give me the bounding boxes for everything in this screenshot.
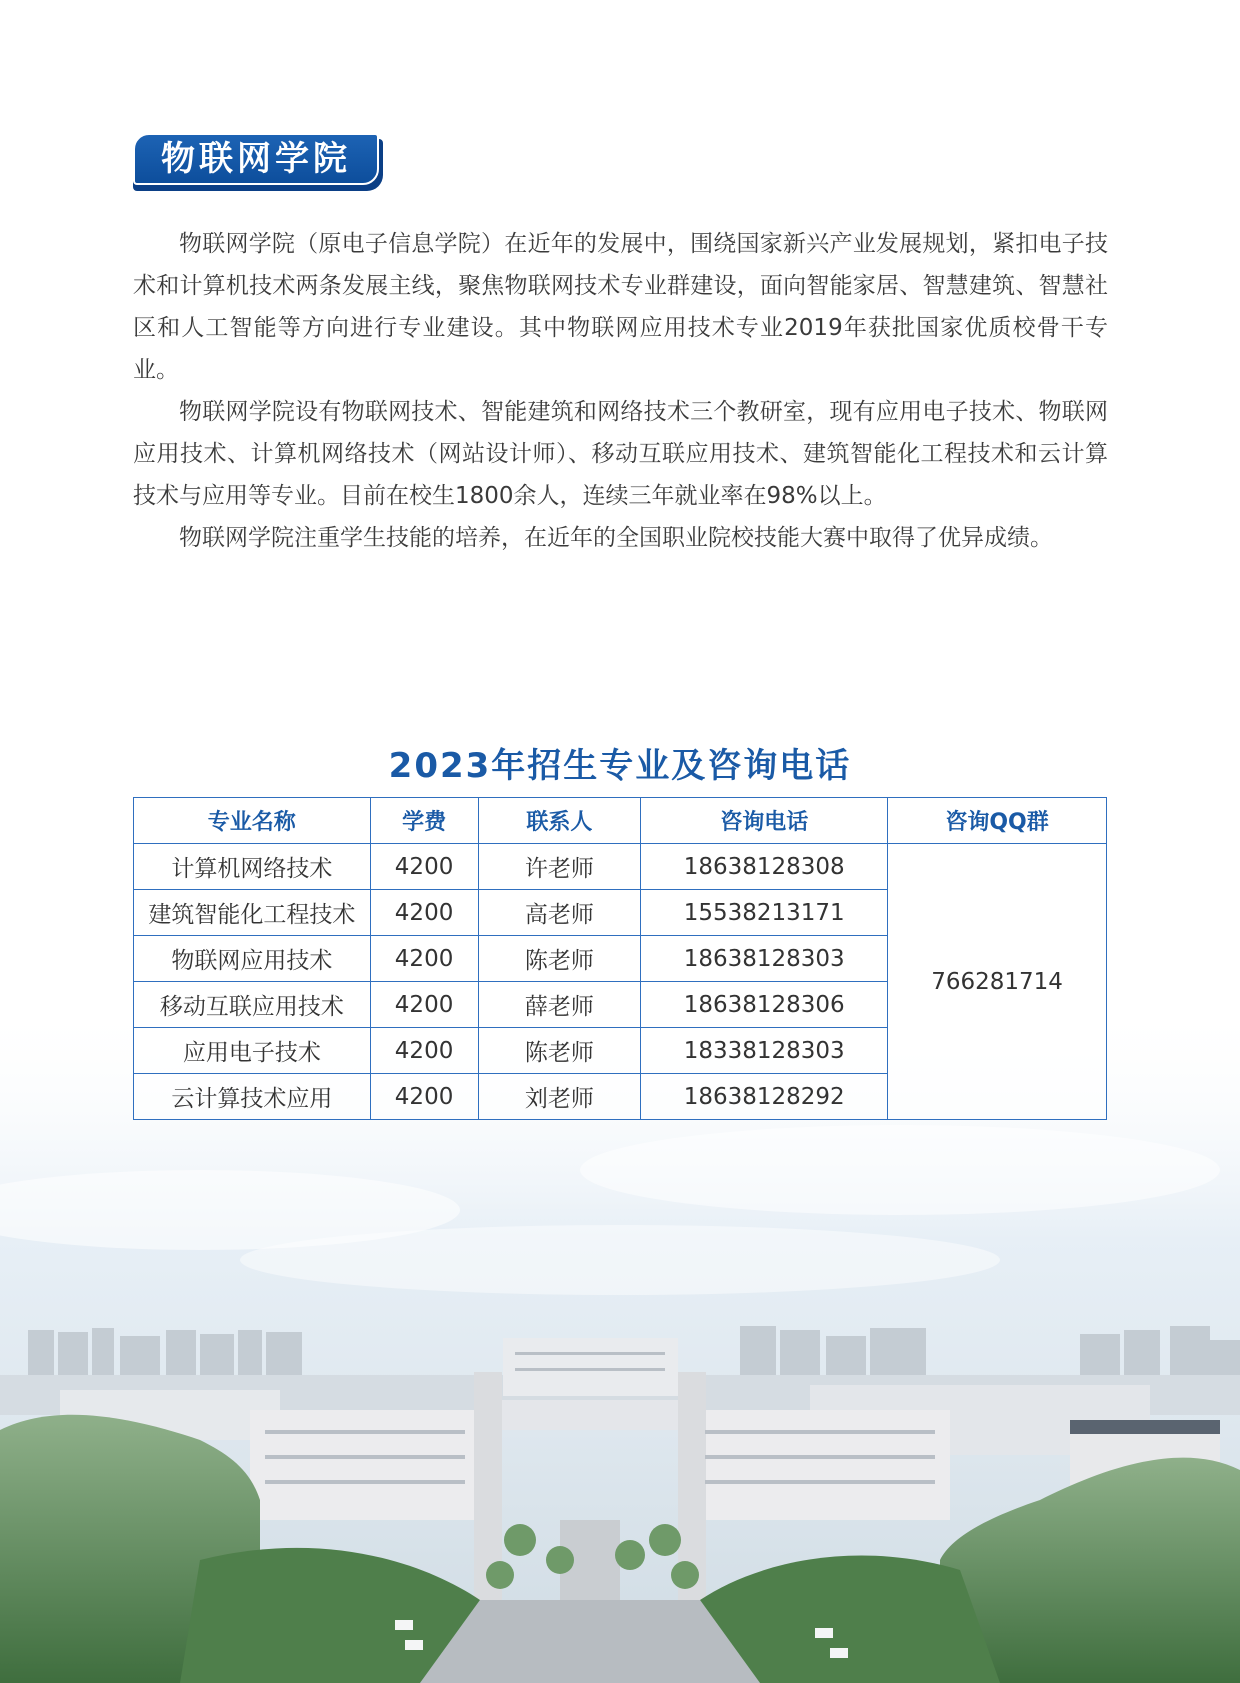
intro-paragraph: 物联网学院注重学生技能的培养，在近年的全国职业院校技能大赛中取得了优异成绩。: [179, 525, 1053, 551]
majors-table: [133, 797, 1107, 1120]
header-contact: 联系人: [478, 798, 641, 844]
contact-cell: 陈老师: [478, 1028, 641, 1074]
intro-text: [133, 223, 1108, 559]
table-title: 2023年招生专业及咨询电话: [388, 746, 852, 786]
phone-cell: 18638128308: [641, 844, 888, 890]
phone-cell: 18638128306: [641, 982, 888, 1028]
phone-cell: 18638128303: [641, 936, 888, 982]
section-title: 物联网学院: [133, 133, 379, 185]
major-name-cell: 移动互联应用技术: [134, 982, 371, 1028]
major-name-cell: 云计算技术应用: [134, 1074, 371, 1120]
header-qq-group: 咨询QQ群: [888, 798, 1107, 844]
table-header-row: [134, 798, 1107, 844]
tuition-cell: 4200: [370, 936, 478, 982]
contact-cell: 陈老师: [478, 936, 641, 982]
header-tuition: 学费: [370, 798, 478, 844]
major-name-cell: 应用电子技术: [134, 1028, 371, 1074]
tuition-cell: 4200: [370, 890, 478, 936]
tuition-cell: 4200: [370, 1028, 478, 1074]
contact-cell: 薛老师: [478, 982, 641, 1028]
qq-group-cell: 766281714: [888, 844, 1107, 1120]
header-phone: 咨询电话: [641, 798, 888, 844]
major-name-cell: 建筑智能化工程技术: [134, 890, 371, 936]
tuition-cell: 4200: [370, 982, 478, 1028]
section-heading-badge: [133, 133, 383, 191]
tuition-cell: 4200: [370, 1074, 478, 1120]
table-row: [134, 844, 1107, 890]
phone-cell: 18338128303: [641, 1028, 888, 1074]
contact-cell: 许老师: [478, 844, 641, 890]
major-name-cell: 物联网应用技术: [134, 936, 371, 982]
contact-cell: 高老师: [478, 890, 641, 936]
intro-paragraph: 物联网学院（原电子信息学院）在近年的发展中，围绕国家新兴产业发展规划，紧扣电子技术和计算机技术两条发展主线，聚焦物联网技术专业群建设，面向智能家居、智慧建筑、智慧社区和人工智能等方向进行专业建设。其中物联网应用技术专业2019年获批国家优质校骨干专业。: [133, 231, 1108, 383]
contact-cell: 刘老师: [478, 1074, 641, 1120]
phone-cell: 15538213171: [641, 890, 888, 936]
header-major-name: 专业名称: [134, 798, 371, 844]
intro-paragraph: 物联网学院设有物联网技术、智能建筑和网络技术三个教研室，现有应用电子技术、物联网应用技术、计算机网络技术（网站设计师）、移动互联应用技术、建筑智能化工程技术和云计算技术与应用等专业。目前在校生1800余人，连续三年就业率在98%以上。: [133, 399, 1108, 509]
tuition-cell: 4200: [370, 844, 478, 890]
phone-cell: 18638128292: [641, 1074, 888, 1120]
major-name-cell: 计算机网络技术: [134, 844, 371, 890]
